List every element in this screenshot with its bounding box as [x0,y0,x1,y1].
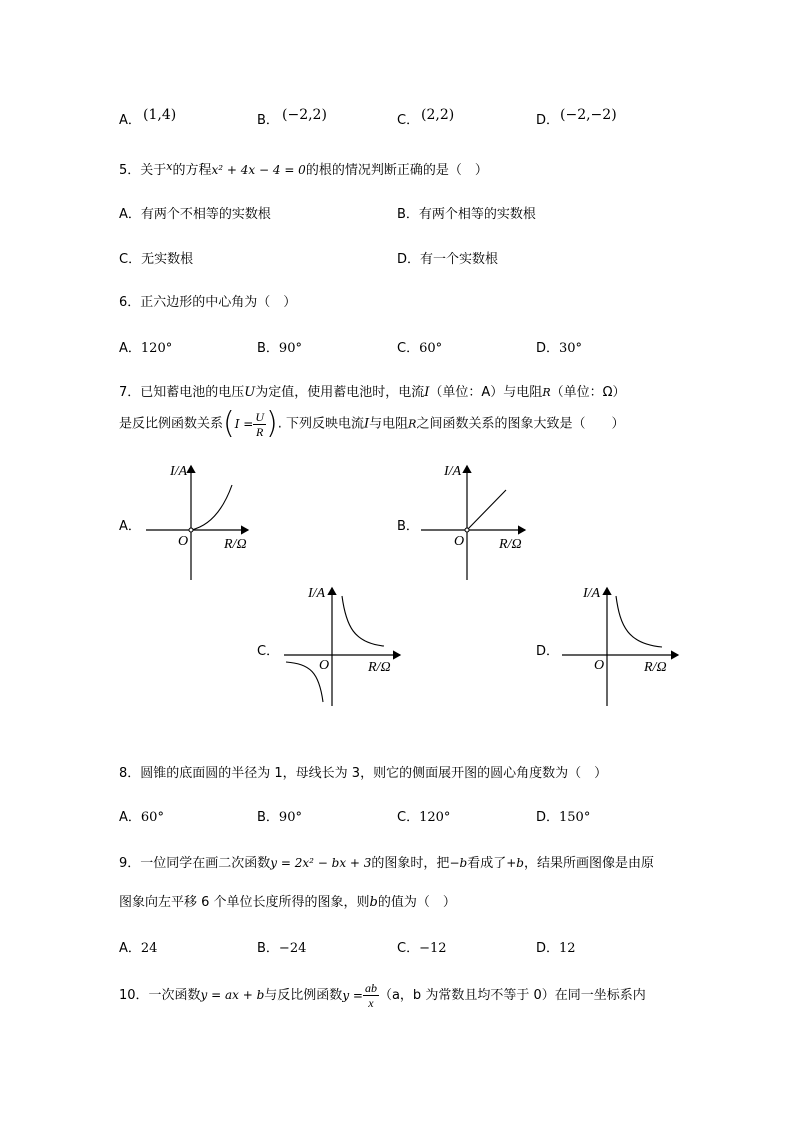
q7-graph-d-curve [616,596,662,647]
q7-formula-lhs: I = [234,417,254,431]
q6-option-a [119,337,172,356]
q7-formula-fraction [253,410,266,439]
q9-option-c [397,937,447,956]
q7-graph-b-open-point [465,528,469,532]
q8-option-d-value: 150° [559,810,591,825]
q10-inverse-numerator: ab [364,981,377,995]
q5-option-d-label: D． [397,252,421,267]
q7-graph-c-curve-q1 [342,596,384,646]
q8-option-b [257,806,302,825]
q7-formula-paren-right: ) [266,406,278,441]
q5-option-d-text: 有一个实数根 [420,252,499,267]
q5-option-c [119,248,193,267]
q5-var-x: x [166,160,173,173]
q6-option-d-label: D． [536,341,560,356]
q8-stem: 8．圆锥的底面圆的半径为 1，母线长为 3，则它的侧面展开图的圆心角度数为（ ） [119,766,608,781]
q10-inverse-denominator: x [368,996,374,1010]
q5-stem [119,159,488,178]
q7-graph-a-curve [191,485,232,530]
q4-option-c-label: C． [397,113,420,128]
q7-var-r-2: R [408,417,417,431]
q5-option-a-text: 有两个不相等的实数根 [140,207,271,222]
q7-graph-b-label: B． [397,519,419,534]
q8-option-a-label: A． [119,810,141,825]
q7-line1-d: （单位：Ω） [550,385,626,400]
q5-stem-a: 5．关于 [119,163,167,178]
q8-option-c-label: C． [397,810,420,825]
q6-option-b-label: B． [257,341,279,356]
q4-option-b-value: (−2,2) [282,107,327,123]
q9-line1-b: 的图象时，把 [371,856,450,871]
q8-option-d-label: D． [536,810,560,825]
q9-line1 [119,852,654,871]
q6-option-a-label: A． [119,341,141,356]
q7-line1-a: 7．已知蓄电池的电压 [119,385,245,400]
q7-var-r: R [542,386,551,399]
q7-line1-b: 为定值，使用蓄电池时，电流 [255,385,425,400]
q7-graph-d-y-label: I/A [583,586,601,601]
q9-option-c-label: C． [397,941,420,956]
q7-graph-b-line [467,490,506,530]
q9-option-b-value: −24 [278,941,307,956]
q7-formula-paren-left: ( [223,406,235,441]
q4-option-d-value: (−2,−2) [560,107,617,123]
q9-option-d [536,937,576,956]
q7-graph-a-label: A． [119,519,141,534]
q7-line1 [119,381,626,400]
q7-line2-c: 与电阻 [369,416,409,432]
q6-option-a-value: 120° [140,341,173,356]
q4-option-b-label: B． [257,113,279,128]
q6-option-d-value: 30° [559,341,583,356]
q9-pos-b: +b [506,856,524,870]
q6-option-d [536,337,582,356]
q8-option-d [536,806,590,825]
q7-graph-b-x-label: R/Ω [499,537,522,552]
q7-graph-b-origin: O [454,534,465,549]
q5-stem-b: 的方程 [172,163,212,178]
q7-graph-c-y-label: I/A [308,586,326,601]
q4-option-a-value: (1,4) [143,107,177,123]
q7-graph-c-curve-q3 [286,662,323,702]
q7-line2-a: 是反比例函数关系 [119,416,224,432]
q7-graph-a-open-point [189,528,193,532]
q7-formula-denominator: R [256,424,264,439]
q10-inverse-lhs: y = [342,988,363,1003]
q7-var-i: I [424,385,430,400]
q9-option-a-value: 24 [140,941,158,956]
q7-graph-b [415,460,530,585]
q8-option-b-value: 90° [278,810,302,825]
q9-function: y = 2x² − bx + 3 [270,856,372,870]
q7-graph-d [558,582,683,710]
q5-stem-c: 的根的情况判断正确的是（ ） [305,163,488,178]
q6-option-c [397,337,442,356]
q7-line2-d: 之间函数关系的图象大致是（ ） [416,416,625,432]
q8-option-a [119,806,164,825]
q7-var-u: U [244,385,256,400]
q7-graph-a [140,460,255,585]
q5-equation: x² + 4x − 4 = 0 [211,163,306,177]
q5-option-c-label: C． [119,252,142,267]
q5-option-a-label: A． [119,207,141,222]
q7-graph-c [280,582,405,710]
q9-line2 [119,891,456,910]
q10-inverse-fraction [363,981,379,1010]
q6-option-c-label: C． [397,341,420,356]
q10-line1 [119,978,646,1013]
q8-option-a-value: 60° [140,810,164,825]
q9-option-a [119,937,157,956]
q9-option-a-label: A． [119,941,141,956]
q6-option-c-value: 60° [419,341,443,356]
q6-stem: 6．正六边形的中心角为（ ） [119,295,297,310]
q9-option-b-label: B． [257,941,279,956]
q7-graph-a-x-label: R/Ω [224,537,247,552]
q4-option-a-label: A． [119,113,141,128]
q4-option-c-value: (2,2) [421,107,455,123]
q9-neg-b: −b [449,856,468,870]
q9-line2-a: 图象向左平移 6 个单位长度所得的图象，则 [119,895,370,910]
q7-line2 [119,406,625,441]
q9-option-c-value: −12 [419,941,447,956]
q5-option-a [119,203,271,222]
q7-var-i-2: I [364,416,370,432]
q5-option-b [397,203,536,222]
q7-graph-c-origin: O [319,658,330,673]
q7-graph-c-label: C． [257,644,280,659]
q7-graph-d-x-label: R/Ω [644,660,667,675]
q10-b: 与反比例函数 [264,988,343,1003]
q10-c: （a，b 为常数且均不等于 0）在同一坐标系内 [378,988,646,1003]
q9-line2-b: 的值为（ ） [377,895,456,910]
q9-option-d-label: D． [536,941,560,956]
q7-line2-b: . 下列反映电流 [277,416,364,432]
q8-option-c-value: 120° [419,810,451,825]
q7-graph-b-y-label: I/A [444,464,462,479]
q7-graph-d-origin: O [594,658,605,673]
q9-line1-c: 看成了 [467,856,507,871]
q7-graph-a-origin: O [178,534,189,549]
q7-graph-c-x-label: R/Ω [368,660,391,675]
q7-graph-d-label: D． [536,644,560,659]
q9-line1-a: 9．一位同学在画二次函数 [119,856,271,871]
q7-formula-numerator: U [255,409,265,424]
q7-graph-a-y-label: I/A [170,464,188,479]
q9-option-b [257,937,306,956]
q6-option-b [257,337,302,356]
q9-line1-d: ，结果所画图像是由原 [523,856,654,871]
q9-var-b: b [369,895,378,910]
q10-a: 10．一次函数 [119,988,201,1003]
q5-option-b-label: B． [397,207,419,222]
q6-option-b-value: 90° [278,341,302,356]
q5-option-b-text: 有两个相等的实数根 [418,207,536,222]
q7-line1-c: （单位：A）与电阻 [429,385,543,400]
q8-option-b-label: B． [257,810,279,825]
q4-option-d-label: D． [536,113,560,128]
q9-option-d-value: 12 [559,941,576,956]
q10-linear-function: y = ax + b [200,988,265,1002]
q5-option-c-text: 无实数根 [141,252,194,267]
q5-option-d [397,248,498,267]
q8-option-c [397,806,450,825]
